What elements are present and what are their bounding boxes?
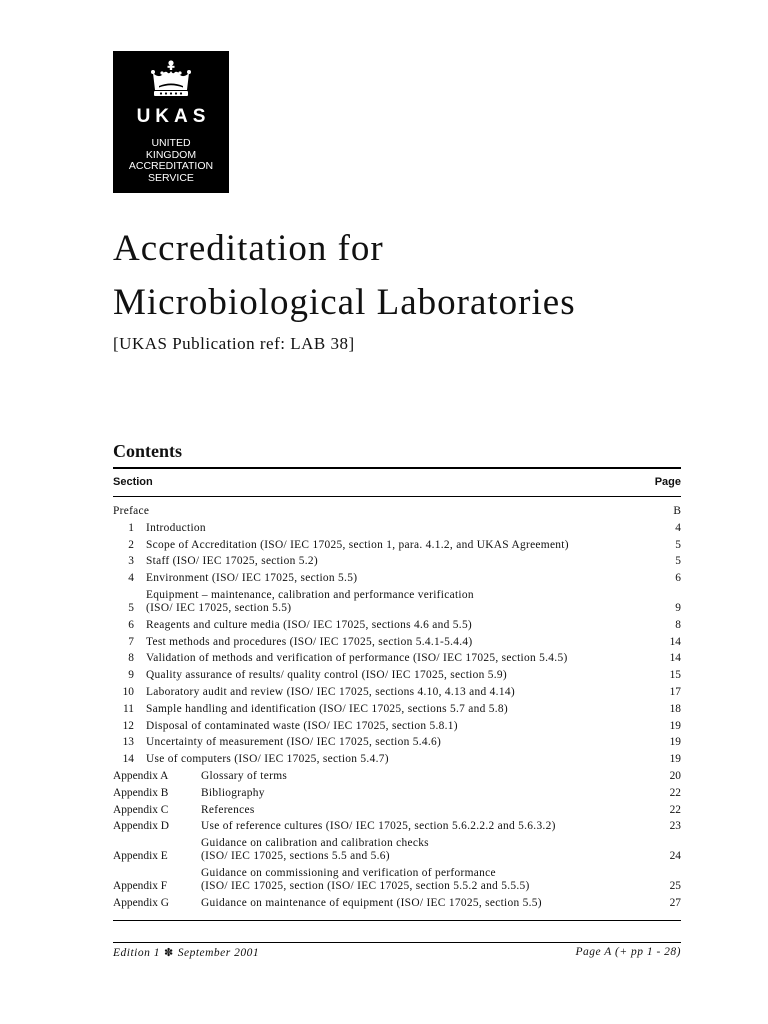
toc-entry-line: Test methods and procedures (ISO/ IEC 17025, section 5.4.1-5.4.4)	[146, 635, 473, 648]
logo-line: KINGDOM	[145, 148, 197, 161]
toc-entry-number: 7	[128, 635, 134, 648]
toc-entry-number: 12	[122, 719, 134, 732]
toc-entry-page: 8	[675, 618, 681, 631]
toc-row[interactable]	[113, 589, 681, 615]
footer-page-info: Page A (+ pp 1 - 28)	[575, 946, 681, 958]
toc-entry-title	[201, 804, 641, 817]
toc-entry-line: Quality assurance of results/ quality control (ISO/ IEC 17025, section 5.9)	[146, 669, 507, 682]
toc-row[interactable]	[113, 753, 681, 766]
toc-entry-title	[146, 572, 641, 585]
toc-entry-number: 9	[128, 669, 134, 682]
toc-entry-title	[146, 736, 641, 749]
toc-entry-page: 4	[675, 521, 681, 534]
page-column-header: Page	[654, 476, 681, 488]
divider	[113, 496, 681, 497]
toc-entry-line: Use of computers (ISO/ IEC 17025, section 5.4.7)	[146, 753, 389, 766]
toc-entry-title	[146, 686, 641, 699]
toc-entry-page: 20	[669, 769, 681, 782]
toc-entry-page: 27	[669, 896, 681, 909]
toc-entry-line: Sample handling and identification (ISO/ IEC 17025, sections 5.7 and 5.8)	[146, 702, 508, 715]
toc-entry-page: 19	[669, 736, 681, 749]
toc-entry-number: Appendix G	[113, 896, 169, 909]
toc-entry-page: 9	[675, 601, 681, 614]
toc-entry-line: Environment (ISO/ IEC 17025, section 5.5)	[146, 572, 358, 585]
toc-entry-page: 23	[669, 820, 681, 833]
title-line: Microbiological Laboratories	[113, 282, 576, 323]
toc-row[interactable]	[113, 619, 681, 632]
toc-row[interactable]	[113, 703, 681, 716]
toc-entry-number: 10	[122, 685, 134, 698]
toc-entry-number: Appendix B	[113, 786, 169, 799]
toc-entry-line: Introduction	[146, 521, 206, 534]
toc-entry-number: Appendix D	[113, 820, 169, 833]
crown-icon	[149, 59, 193, 99]
toc-entry-title	[146, 652, 641, 665]
toc-entry-page: 17	[669, 685, 681, 698]
toc-entry-line: Reagents and culture media (ISO/ IEC 17025, sections 4.6 and 5.5)	[146, 618, 473, 631]
contents-heading: Contents	[113, 441, 183, 461]
toc-entry-title: Preface	[113, 505, 150, 517]
toc-entry-page: 15	[669, 669, 681, 682]
toc-entry-number: 8	[128, 652, 134, 665]
toc-row[interactable]	[113, 867, 681, 893]
toc-entry-title	[146, 703, 641, 716]
toc-row[interactable]	[113, 636, 681, 649]
toc-entry-number: 6	[128, 618, 134, 631]
flower-icon: ✽	[164, 947, 174, 959]
toc-entry-title	[146, 555, 641, 568]
toc-entry-number: Appendix E	[113, 850, 168, 863]
toc-entry-number: 5	[128, 601, 134, 614]
toc-entry-page: 14	[669, 652, 681, 665]
toc-entry-number: 11	[123, 702, 134, 715]
toc-entry-title	[201, 770, 641, 783]
toc-entry-page: 25	[669, 879, 681, 892]
footer-edition: Edition 1 ✽ September 2001	[113, 947, 260, 959]
logo-line: SERVICE	[148, 171, 194, 184]
toc-entry-line: Scope of Accreditation (ISO/ IEC 17025, section 1, para. 4.1.2, and UKAS Agreement)	[146, 538, 569, 551]
toc-entry-line: (ISO/ IEC 17025, sections 5.5 and 5.6)	[201, 850, 390, 863]
toc-row[interactable]	[113, 555, 681, 568]
toc-entry-title	[146, 753, 641, 766]
toc-row[interactable]	[113, 787, 681, 800]
logo-subtitle	[113, 138, 229, 184]
toc-entry-page: 5	[675, 555, 681, 568]
toc-entry-line: Staff (ISO/ IEC 17025, section 5.2)	[146, 555, 318, 568]
toc-row[interactable]	[113, 837, 681, 863]
ukas-logo	[113, 51, 229, 193]
toc-entry-page: 6	[675, 572, 681, 585]
toc-entry-page: 18	[669, 702, 681, 715]
toc-row[interactable]	[113, 652, 681, 665]
toc-row[interactable]	[113, 897, 681, 910]
toc-entry-number: 2	[128, 538, 134, 551]
toc-entry-number: Appendix A	[113, 769, 169, 782]
document-title	[113, 222, 576, 330]
toc-entry-title	[146, 522, 641, 535]
toc-entry-line: Guidance on calibration and calibration checks	[201, 837, 429, 850]
toc-entry-page: 5	[675, 538, 681, 551]
publication-reference: [UKAS Publication ref: LAB 38]	[113, 334, 355, 353]
toc-entry-line: Disposal of contaminated waste (ISO/ IEC 17025, section 5.8.1)	[146, 719, 458, 732]
toc-row[interactable]	[113, 539, 681, 552]
toc-entry-title	[201, 867, 641, 893]
toc-entry-line: Equipment – maintenance, calibration and performance verification	[146, 588, 474, 601]
toc-entry-page: 22	[669, 803, 681, 816]
toc-entry-number: 3	[128, 555, 134, 568]
toc-entry-line: Use of reference cultures (ISO/ IEC 17025, section 5.6.2.2.2 and 5.6.3.2)	[201, 820, 556, 833]
toc-entry-number: 13	[122, 736, 134, 749]
toc-entry-number: Appendix F	[113, 879, 168, 892]
toc-entry-line: Bibliography	[201, 786, 265, 799]
toc-entry-line: (ISO/ IEC 17025, section (ISO/ IEC 17025, section 5.5.2 and 5.5.5)	[201, 879, 530, 892]
toc-row[interactable]	[113, 720, 681, 733]
toc-row[interactable]	[113, 736, 681, 749]
toc-entry-line: Laboratory audit and review (ISO/ IEC 17025, sections 4.10, 4.13 and 4.14)	[146, 685, 515, 698]
toc-row[interactable]	[113, 686, 681, 699]
section-column-header: Section	[113, 476, 153, 488]
toc-entry-line: Uncertainty of measurement (ISO/ IEC 17025, section 5.4.6)	[146, 736, 442, 749]
toc-entry-title	[201, 837, 641, 863]
toc-entry-page: 19	[669, 753, 681, 766]
toc-entry-number: 14	[122, 753, 134, 766]
toc-entry-title	[146, 619, 641, 632]
toc-entry-title	[146, 720, 641, 733]
toc-entry-page: 22	[669, 786, 681, 799]
toc-row[interactable]	[113, 669, 681, 682]
toc-entry-title	[146, 636, 641, 649]
toc-row[interactable]	[113, 770, 681, 783]
toc-row[interactable]	[113, 804, 681, 817]
toc-entry-title	[201, 897, 641, 910]
toc-entry-number: 1	[128, 521, 134, 534]
toc-entry-line: Guidance on commissioning and verification of performance	[201, 866, 496, 879]
toc-entry-title	[201, 820, 641, 833]
toc-entry-title	[146, 669, 641, 682]
divider	[113, 920, 681, 921]
toc-entry-line: Validation of methods and verification of performance (ISO/ IEC 17025, section 5.4.5)	[146, 652, 568, 665]
toc-entry-line: (ISO/ IEC 17025, section 5.5)	[146, 601, 292, 614]
toc-entry-title	[146, 589, 641, 615]
toc-row[interactable]	[113, 820, 681, 833]
logo-wordmark: UKAS	[136, 106, 211, 127]
toc-entry-title	[201, 787, 641, 800]
toc-entry-title	[146, 539, 641, 552]
toc-entry-line: References	[201, 803, 255, 816]
toc-entry-page: 19	[669, 719, 681, 732]
toc-row[interactable]	[113, 572, 681, 585]
toc-entry-page: 24	[669, 850, 681, 863]
table-of-contents	[113, 505, 681, 914]
title-line: Accreditation for	[113, 228, 384, 269]
toc-entry-line: Glossary of terms	[201, 769, 288, 782]
toc-entry-line: Guidance on maintenance of equipment (ISO/ IEC 17025, section 5.5)	[201, 896, 542, 909]
toc-entry-page: 14	[669, 635, 681, 648]
toc-entry-page: B	[673, 505, 681, 517]
logo-line: ACCREDITATION	[128, 160, 214, 172]
toc-row[interactable]	[113, 522, 681, 535]
toc-entry-number: 4	[128, 572, 134, 585]
footer-divider	[113, 942, 681, 943]
divider	[113, 467, 681, 469]
toc-entry-number: Appendix C	[113, 803, 169, 816]
logo-line: UNITED	[151, 137, 191, 149]
toc-row-preface[interactable]	[113, 505, 681, 518]
